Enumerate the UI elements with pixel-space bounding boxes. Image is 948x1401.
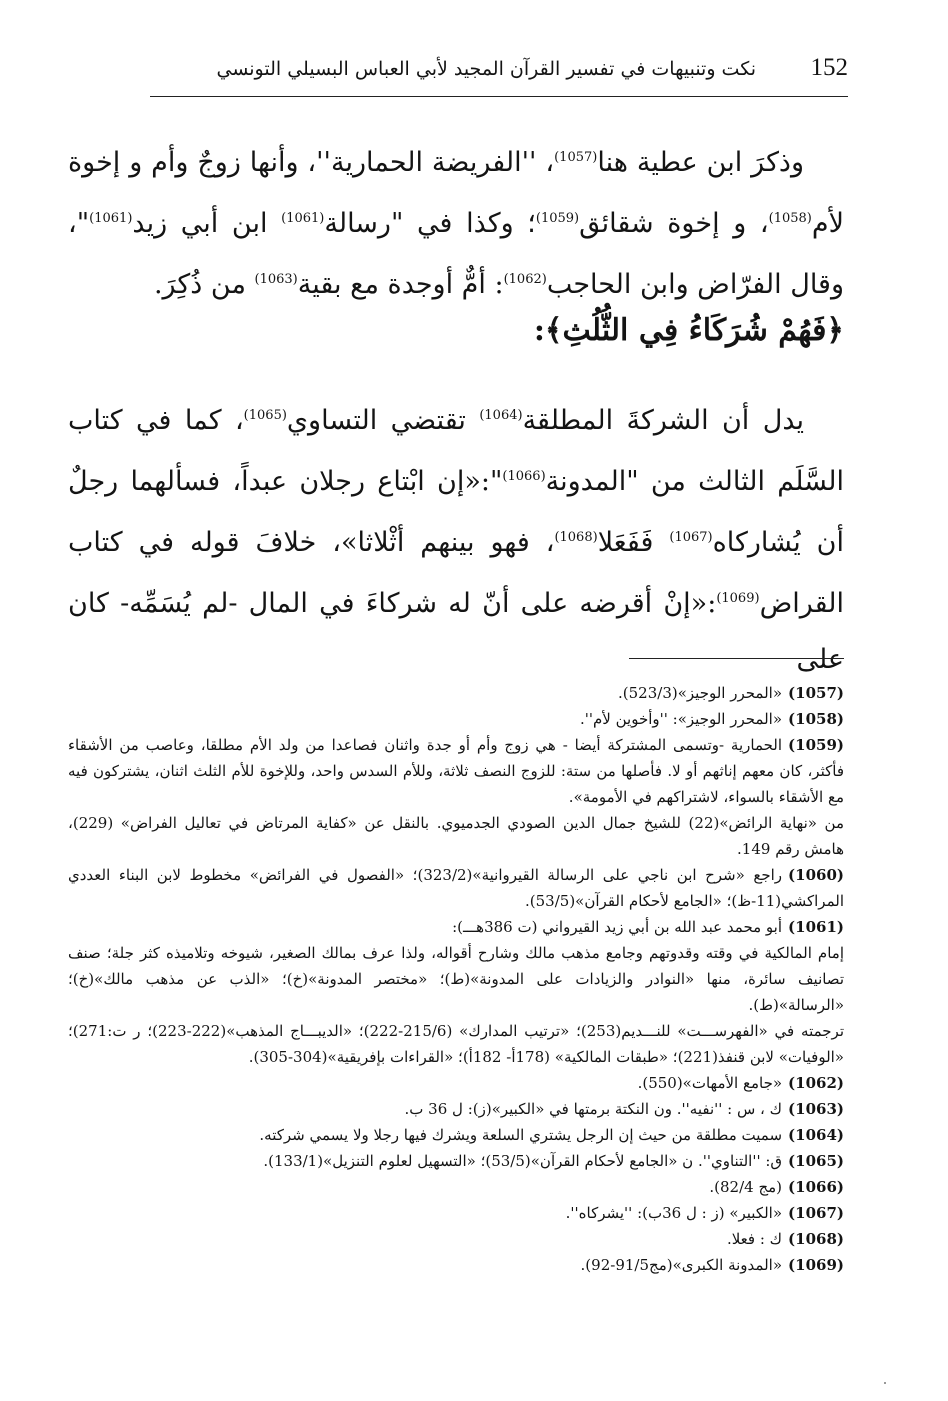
footnote-ref: (1058) — [768, 211, 812, 226]
footnote-ref: (1068) — [554, 530, 598, 545]
paragraph-1 — [68, 130, 844, 313]
footnote-entry — [68, 706, 844, 732]
scan-speck — [884, 1382, 886, 1384]
footnote-entry — [68, 1252, 844, 1278]
footnote-entry — [68, 1018, 844, 1070]
footnote-number: (1067) — [788, 1204, 844, 1222]
footnote-text: ترجمته في «الفهرســـت» للنـــديم(253)؛ «ترتيب المدارك» (215/6-222)؛ «الديبـــاج المذهب»(222-223)؛ ر ت:271)؛ «الوفيات» لابن قنفذ(221)؛ «طبقات المالكية» (178أ- 182أ)؛ «القراءات بإفريقية»(304-305). — [68, 1022, 845, 1066]
footnote-ref: (1067) — [669, 530, 713, 545]
footnote-ref: (1062) — [503, 272, 547, 287]
footnote-ref: (1063) — [254, 272, 298, 287]
text-run: من ذُكِرَ. — [153, 269, 255, 300]
footnote-number: (1060) — [788, 866, 844, 884]
footnote-entry — [68, 914, 844, 940]
main-text-block-2 — [68, 388, 844, 688]
quran-verse-heading: ﴿فَهُمْ شُرَكَاءُ فِي الثُّلُثِ﴾: — [533, 313, 844, 348]
footnote-text: سميت مطلقة من حيث إن الرجل يشتري السلعة ويشرك فيها رجلا ولا يسمي شركته. — [259, 1126, 783, 1144]
footnote-number: (1063) — [788, 1100, 844, 1118]
footnote-separator — [629, 658, 844, 659]
footnote-entry — [68, 1200, 844, 1226]
text-run: :«إنْ أقرضه على أنّ له شركاءَ في المال -لم يُسَمِّه- كان على — [68, 588, 844, 675]
footnote-text: ق: ''التناوي''. ن «الجامع لأحكام القرآن»(53/5)؛ «التسهيل لعلوم التنزيل»(133/1). — [263, 1152, 783, 1170]
footnote-text: (مج 82/4). — [709, 1178, 783, 1196]
footnote-number: (1059) — [788, 736, 844, 754]
footnote-number: (1061) — [788, 918, 844, 936]
footnote-ref: (1061) — [89, 211, 133, 226]
footnote-entry — [68, 862, 844, 914]
footnote-text: «جامع الأمهات»(550). — [637, 1074, 783, 1092]
main-text-block-1 — [68, 130, 844, 313]
footnote-text: ك : فعلا. — [726, 1230, 783, 1248]
text-run: ، و إخوة شقائق — [579, 208, 769, 239]
running-header — [150, 52, 848, 97]
footnote-entry — [68, 680, 844, 706]
footnote-text: راجع «شرح ابن ناجي على الرسالة القيروانية»(323/2)؛ «الفصول في الفرائض» مخطوط لابن البناء العددي المراكشي(11-ظ)؛ «الجامع لأحكام القرآن»(53/5). — [68, 866, 844, 910]
footnote-number: (1068) — [788, 1230, 844, 1248]
footnote-number: (1066) — [788, 1178, 844, 1196]
footnote-number: (1064) — [788, 1126, 844, 1144]
footnote-entry — [68, 940, 844, 1018]
footnote-number: (1062) — [788, 1074, 844, 1092]
footnote-ref: (1066) — [502, 469, 546, 484]
footnote-entry — [68, 1070, 844, 1096]
footnote-entry — [68, 1148, 844, 1174]
text-run: ، ''الفريضة الحمارية''، وأنها زوجٌ وأم و إخوة لأم — [68, 147, 844, 239]
text-run: تقتضي التساوي — [286, 405, 480, 436]
footnote-text: أبو محمد عبد الله بن أبي زيد القيرواني (ت 386هـــ): — [452, 918, 783, 936]
footnote-number: (1069) — [788, 1256, 844, 1274]
text-run: ؛ وكذا في "رسالة — [324, 208, 536, 239]
footnote-number: (1057) — [788, 684, 844, 702]
footnote-ref: (1057) — [554, 150, 598, 165]
footnote-entry — [68, 1174, 844, 1200]
text-run: "، وقال الفرّاض وابن الحاجب — [68, 208, 844, 300]
text-run: يدل أن الشركةَ المطلقة — [522, 405, 805, 436]
text-run: فَفَعَلا — [597, 527, 670, 558]
footnote-text: «المحرر الوجيز»: ''وأخوين لأم''. — [580, 710, 783, 728]
footnote-number: (1058) — [788, 710, 844, 728]
footnote-text: ك ، س : ''نفيه''. ون النكتة برمتها في «الكبير»(ز): ل 36 ب. — [404, 1100, 783, 1118]
footnote-text: «المحرر الوجيز»(523/3). — [618, 684, 783, 702]
footnote-text: من «نهاية الرائض»(22) للشيخ جمال الدين الصودي الجدميوي. بالنقل عن «كفاية المرتاض في تعاليل الفراض» (229)، هامش رقم 149. — [68, 814, 844, 858]
footnote-text: الحمارية -وتسمى المشتركة أيضا - هي زوج وأم أو جدة واثنان فصاعدا من ولد الأم مطلقا، وعاصب من الأشقاء فأكثر، كان معهم إناثهم أو لا. فأصلها من ستة: للزوج النصف ثلاثة، وللأم السدس واحد، وللإخوة للأم الثلث اثنان، يشتركون فيه مع الأشقاء بالسواء، لاشتراكهم في الأمومة». — [68, 736, 844, 806]
footnote-ref: (1064) — [479, 408, 523, 423]
footnote-number: (1065) — [788, 1152, 844, 1170]
footnote-entry — [68, 1226, 844, 1252]
text-run: وذكرَ ابن عطية هنا — [597, 147, 804, 178]
footnotes — [68, 680, 844, 1278]
footnote-ref: (1065) — [243, 408, 287, 423]
footnote-ref: (1069) — [716, 591, 760, 606]
footnote-entry — [68, 1096, 844, 1122]
footnote-entry — [68, 732, 844, 810]
text-run: ":«إن ابْتاع رجلان عبداً، فسألهما رجلٌ أن يُشاركاه — [68, 466, 844, 558]
footnote-text: «الكبير» (ز : ل 36ب): ''يشركاه''. — [565, 1204, 783, 1222]
text-run: ، كما في كتاب السَّلَم الثالث من "المدونة — [68, 405, 844, 497]
footnote-ref: (1059) — [535, 211, 580, 226]
footnote-ref: (1061) — [281, 211, 325, 226]
paragraph-2 — [68, 388, 844, 688]
footnote-text: إمام المالكية في وقته وقدوتهم وجامع مذهب مالك وشارح أقواله، ولذا عرف بمالك الصغير، شيوخه وتلاميذه كثر جلة؛ صنف تصانيف سائرة، منها «النوادر والزيادات على المدونة»(ط)؛ «مختصر المدونة»(خ)؛ «الذب عن مذهب مالك»(خ)؛ «الرسالة»(ط). — [68, 944, 844, 1014]
footnote-entry — [68, 1122, 844, 1148]
text-run: ، فهو بينهم أثْلاثا»، خلافَ قوله في كتاب القراض — [68, 527, 844, 619]
text-run: : أمٌّ أوجدة مع بقية — [297, 269, 504, 300]
page-number: 152 — [810, 54, 848, 81]
footnote-text: «المدونة الكبرى»(مج91/5-92). — [580, 1256, 783, 1274]
text-run: ابن أبي زيد — [132, 208, 282, 239]
running-title: نكت وتنبيهات في تفسير القرآن المجيد لأبي العباس البسيلي التونسي — [216, 58, 756, 80]
footnote-entry — [68, 810, 844, 862]
